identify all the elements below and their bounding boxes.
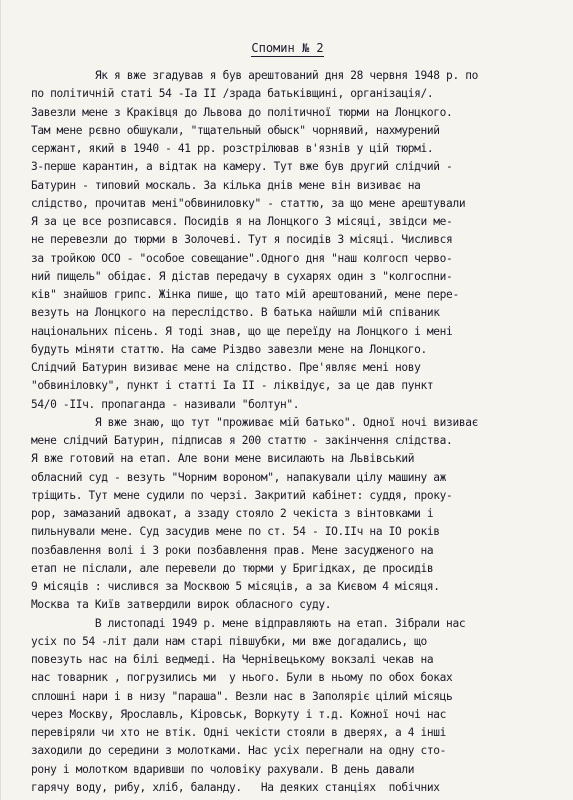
text-line: рор, замазаний адвокат, а ззаду стояло 2 чекіста з вінтовками і xyxy=(31,507,434,520)
text-line: перевіряли чи хто не втік. Одні чекісти стояли в дверях, а 4 інші xyxy=(31,726,447,739)
text-line: 9 місяців : числився за Москвою 5 місяців, а за Києвом 4 місяця. xyxy=(31,580,440,593)
text-line: Як я вже згадував я був арештований дня 28 червня 1948 р. по xyxy=(31,69,478,82)
text-line: "обвиніловку", пункт і статті Іа ІІ - ліквідує, за це дав пункт xyxy=(31,379,434,393)
document-title xyxy=(1,41,573,55)
text-line: етап не післали, але перевели до тюрми у Бригідках, де просидів xyxy=(31,561,434,575)
document-body xyxy=(31,67,559,797)
text-line: нас товарник , погрузились ми у нього. Були в ньому по обох боках xyxy=(31,671,453,685)
text-line: В листопаді 1949 р. мене відправляють на етап. Зібрали нас xyxy=(31,616,466,630)
text-line: 54/0 -ІІч. пропаганда - називали "болтун". xyxy=(31,397,300,411)
text-line: Я вже готовий на етап. Але вони мене висилають на Львівський xyxy=(31,452,415,466)
text-line: за тройкою ОСО - "особое совещание".Одного дня "наш колгосп черво- xyxy=(31,251,453,265)
text-line: обласний суд - везуть "Чорним вороном", напакували цілу машину аж xyxy=(31,470,447,484)
text-line: рону і молотком вдаривши по чоловіку рахували. В день давали xyxy=(31,762,415,776)
text-line: ків" знайшов грипс. Жінка пише, що тато мій арештований, мене пере- xyxy=(31,288,459,301)
text-line: слідство, прочитав мені"обвиниловку" - статтю, за що мене арештували xyxy=(31,196,466,210)
text-line: Москва та Київ затвердили вирок обласного суду. xyxy=(31,598,332,612)
text-line: не перевезли до тюрми в Золочеві. Тут я посидів 3 місяці. Числився xyxy=(31,233,453,247)
text-line: везуть на Лонцкого на переслідство. В батька найшли мій співаник xyxy=(31,306,440,320)
text-line: сплошні нари і в низу "параша". Везли нас в Заполяріє цілий місяць xyxy=(31,689,453,703)
text-line: тріщить. Тут мене судили по черзі. Закритий кабінет: суддя, проку- xyxy=(31,488,453,502)
text-line: по політичній статі 54 -Іа ІІ /зрада батьківщині, організація/. xyxy=(31,87,434,101)
text-line: Там мене рєвно обшукали, "тщательный обыск" чорнявий, нахмурений xyxy=(31,123,440,137)
text-line: Завезли мене з Краківця до Львова до політичної тюрми на Лонцкого. xyxy=(31,105,453,119)
text-line: сержант, який в 1940 - 41 рр. розстрілював в'язнів у цій тюрмі. xyxy=(31,142,434,155)
document-title-text: Спомин № 2 xyxy=(251,41,324,55)
text-line: З-перше карантин, а відтак на камеру. Тут вже був другий слідчий - xyxy=(31,160,453,174)
text-line: Батурин - типовий москаль. За кілька днів мене він визиває на xyxy=(31,178,421,192)
text-line: пильнували мене. Суд засудив мене по ст. 54 - ІО.ІІч на ІО років xyxy=(31,525,440,539)
text-line: будуть міняти статтю. На саме Різдво завезли мене на Лонцкого. xyxy=(31,342,427,356)
text-line: національних пісень. Я тоді знав, що ще переїду на Лонцкого і мені xyxy=(31,324,453,338)
text-line: усіх по 54 -літ дали нам старі півшубки, ми вже догадались, що xyxy=(31,634,427,648)
text-line: позбавлення волі і 3 роки позбавлення прав. Мене засудженого на xyxy=(31,543,434,557)
text-line: повезуть нас на білі ведмеді. На Чернівецькому вокзалі чекав на xyxy=(31,653,434,666)
text-line: Слідчий Батурин визиває мене на слідство. Пре'являє мені нову xyxy=(31,361,421,374)
text-line: через Москву, Ярославль, Кіровськ, Воркуту і т.д. Кожної ночі нас xyxy=(31,707,447,721)
text-line: Я за це все розписався. Посидів я на Лонцкого 3 місяці, звідси ме- xyxy=(31,215,453,228)
text-line: ний пищель" обідає. Я дістав передачу в сухарях один з "колгоспни- xyxy=(31,269,453,283)
text-line: Я вже знаю, що тут "проживає мій батько". Одної ночі визиває xyxy=(31,415,478,429)
text-line: гарячу воду, рибу, хліб, баланду. На деяких станціях побічних xyxy=(31,780,440,794)
text-line: заходили до середини з молотками. Нас усіх перегнали на одну сто- xyxy=(31,744,447,758)
text-line: мене слідчий Батурин, підписав я 200 статтю - закінчення слідства. xyxy=(31,434,453,447)
